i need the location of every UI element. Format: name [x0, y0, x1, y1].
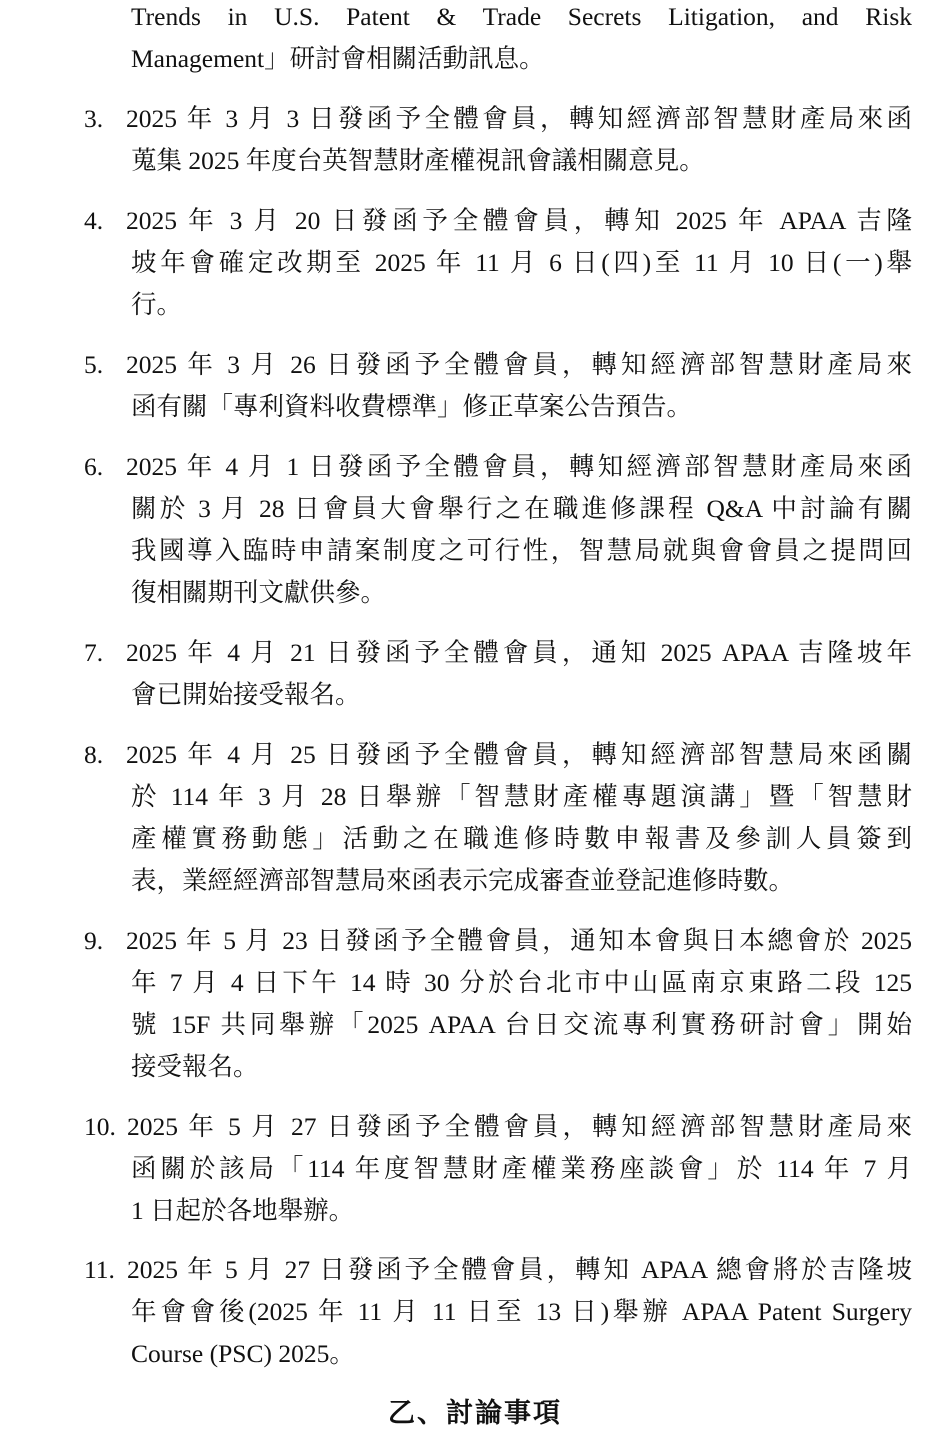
item-number: 6. [84, 452, 104, 481]
paragraph-line: 於 114 年 3 月 28 日舉辦「智慧財產權專題演講」暨「智慧財 [131, 782, 912, 811]
item-number: 9. [84, 926, 104, 955]
paragraph-line: Management」研討會相關活動訊息。 [131, 44, 545, 73]
paragraph-line: 2025 年 3 月 3 日發函予全體會員，轉知經濟部智慧財產局來函 [126, 104, 912, 133]
paragraph-line: 2025 年 3 月 26 日發函予全體會員，轉知經濟部智慧財產局來 [126, 350, 912, 379]
item-number: 11. [84, 1255, 115, 1284]
paragraph-line: 2025 年 4 月 21 日發函予全體會員，通知 2025 APAA 吉隆坡年 [126, 638, 912, 667]
paragraph-line: Course (PSC) 2025。 [131, 1339, 355, 1368]
item-number: 3. [84, 104, 104, 133]
paragraph-line: 會已開始接受報名。 [131, 680, 361, 709]
paragraph-line: 2025 年 3 月 20 日發函予全體會員，轉知 2025 年 APAA 吉隆 [126, 206, 912, 235]
section-heading: 乙、討論事項 [388, 1398, 562, 1428]
paragraph-line: 2025 年 5 月 27 日發函予全體會員，轉知經濟部智慧財產局來 [127, 1112, 912, 1141]
paragraph-line: 表，業經經濟部智慧局來函表示完成審查並登記進修時數。 [131, 866, 795, 895]
paragraph-line: 2025 年 4 月 25 日發函予全體會員，轉知經濟部智慧局來函關 [126, 740, 912, 769]
paragraph-line: 號 15F 共同舉辦「2025 APAA 台日交流專利實務研討會」開始 [131, 1010, 912, 1039]
item-number: 7. [84, 638, 104, 667]
paragraph-line: 產權實務動態」活動之在職進修時數申報書及參訓人員簽到 [131, 824, 912, 853]
paragraph-line: Trends in U.S. Patent & Trade Secrets Litigation, and Risk [131, 2, 912, 31]
paragraph-line: 蒐集 2025 年度台英智慧財產權視訊會議相關意見。 [131, 146, 705, 175]
paragraph-line: 復相關期刊文獻供參。 [131, 578, 387, 607]
paragraph-line: 我國導入臨時申請案制度之可行性，智慧局就與會會員之提問回 [131, 536, 912, 565]
item-number: 10. [84, 1112, 116, 1141]
paragraph-line: 行。 [131, 290, 183, 319]
paragraph-line: 2025 年 4 月 1 日發函予全體會員，轉知經濟部智慧財產局來函 [126, 452, 912, 481]
paragraph-line: 2025 年 5 月 27 日發函予全體會員，轉知 APAA 總會將於吉隆坡 [127, 1255, 912, 1284]
paragraph-line: 函有關「專利資料收費標準」修正草案公告預告。 [131, 392, 693, 421]
paragraph-line: 年 7 月 4 日下午 14 時 30 分於台北市中山區南京東路二段 125 [131, 968, 912, 997]
paragraph-line: 1 日起於各地舉辦。 [131, 1196, 355, 1225]
item-number: 8. [84, 740, 104, 769]
item-number: 5. [84, 350, 104, 379]
paragraph-line: 坡年會確定改期至 2025 年 11 月 6 日(四)至 11 月 10 日(一)舉 [131, 248, 912, 277]
paragraph-line: 年會會後(2025 年 11 月 11 日至 13 日)舉辦 APAA Patent Surgery [131, 1297, 912, 1326]
item-number: 4. [84, 206, 104, 235]
paragraph-line: 關於 3 月 28 日會員大會舉行之在職進修課程 Q&A 中討論有關 [131, 494, 912, 523]
paragraph-line: 接受報名。 [131, 1052, 259, 1081]
paragraph-line: 函關於該局「114 年度智慧財產權業務座談會」於 114 年 7 月 [131, 1154, 912, 1183]
paragraph-line: 2025 年 5 月 23 日發函予全體會員，通知本會與日本總會於 2025 [126, 926, 912, 955]
